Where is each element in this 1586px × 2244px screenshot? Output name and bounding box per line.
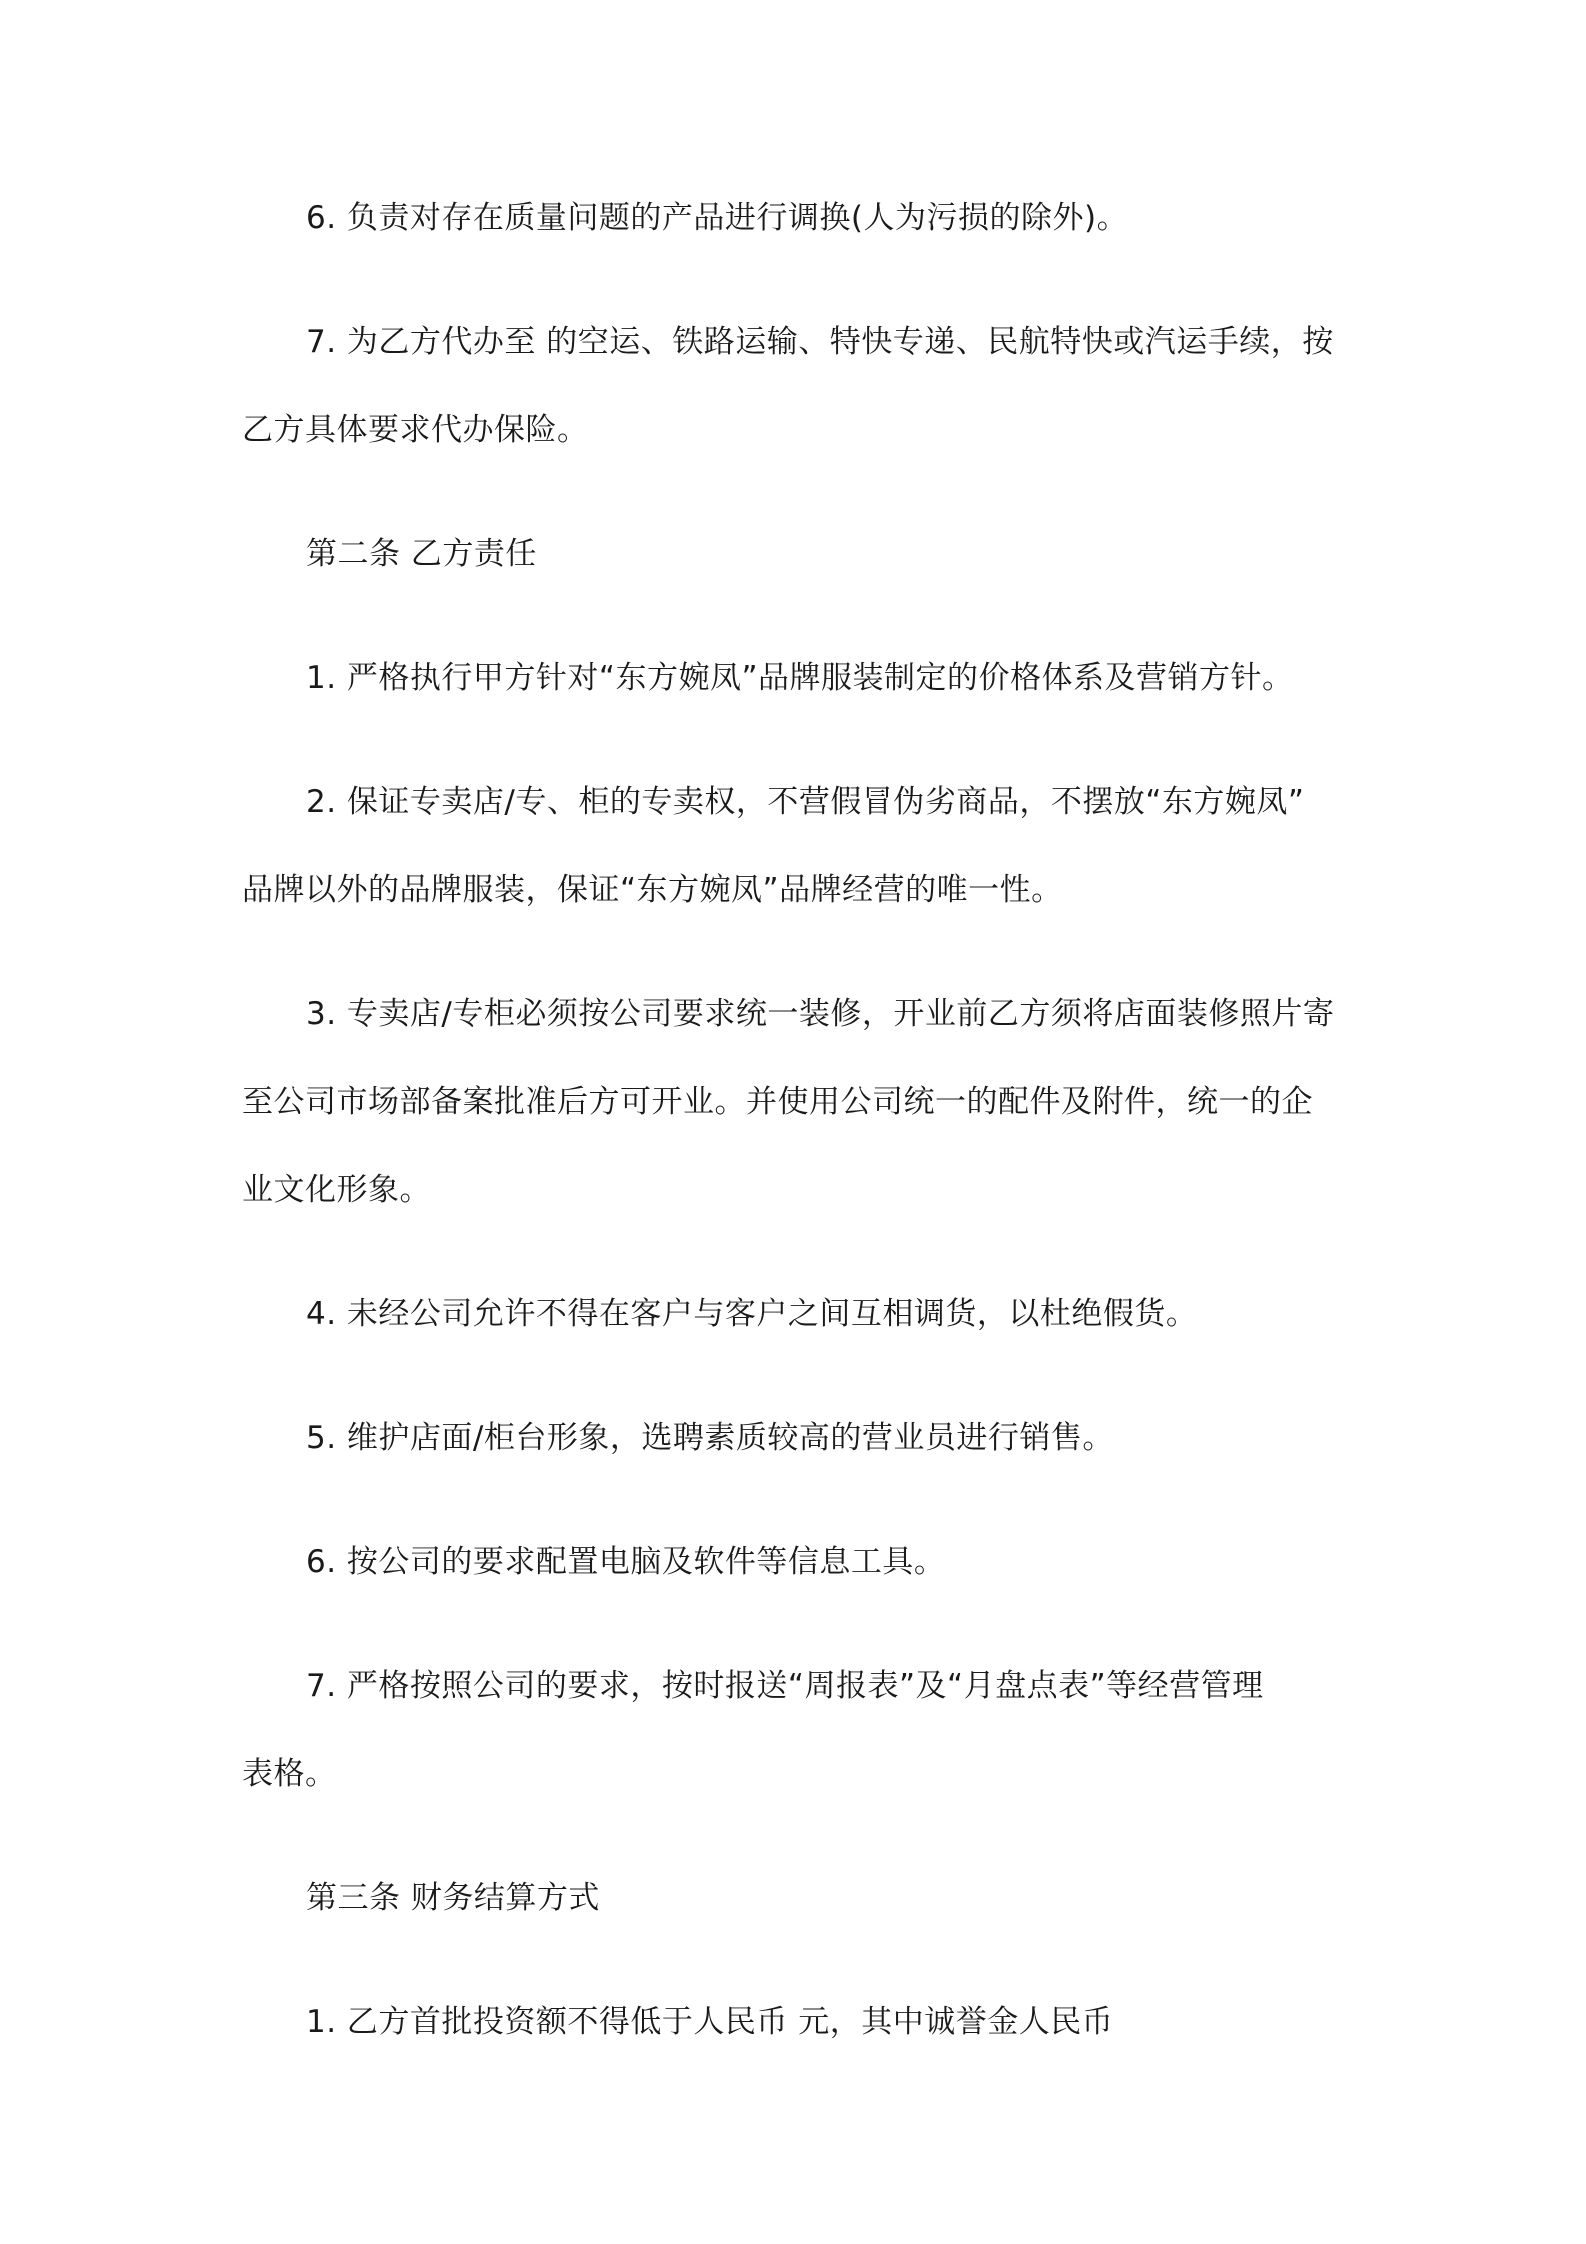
clause-b7-line-1: 7. 严格按照公司的要求，按时报送“周报表”及“月盘点表”等经营管理 xyxy=(306,1668,1264,1704)
clause-a7-line-1: 7. 为乙方代办至 的空运、铁路运输、特快专递、民航特快或汽运手续，按 xyxy=(306,324,1334,360)
clause-a6-line-1: 6. 负责对存在质量问题的产品进行调换(人为污损的除外)。 xyxy=(306,200,1129,236)
clause-b4-line-1: 4. 未经公司允许不得在客户与客户之间互相调货，以杜绝假货。 xyxy=(306,1296,1198,1332)
clause-b3-line-2: 至公司市场部备案批准后方可开业。并使用公司统一的配件及附件，统一的企 xyxy=(242,1084,1313,1120)
clause-b6-line-1: 6. 按公司的要求配置电脑及软件等信息工具。 xyxy=(306,1544,946,1580)
clause-b7-line-2: 表格。 xyxy=(242,1756,337,1792)
clause-b3-line-3: 业文化形象。 xyxy=(242,1172,431,1208)
clause-b5-line-1: 5. 维护店面/柜台形象，选聘素质较高的营业员进行销售。 xyxy=(306,1420,1114,1456)
clause-c1-line-1: 1. 乙方首批投资额不得低于人民币 元，其中诚誉金人民币 xyxy=(306,2004,1114,2040)
article-3-heading: 第三条 财务结算方式 xyxy=(306,1880,600,1916)
article-2-heading: 第二条 乙方责任 xyxy=(306,536,537,572)
clause-b1-line-1: 1. 严格执行甲方针对“东方婉凤”品牌服装制定的价格体系及营销方针。 xyxy=(306,660,1294,696)
clause-a7-line-2: 乙方具体要求代办保险。 xyxy=(242,412,589,448)
clause-b2-line-1: 2. 保证专卖店/专、柜的专卖权，不营假冒伪劣商品，不摆放“东方婉凤” xyxy=(306,784,1305,820)
clause-b2-line-2: 品牌以外的品牌服装，保证“东方婉凤”品牌经营的唯一性。 xyxy=(242,872,1063,908)
clause-b3-line-1: 3. 专卖店/专柜必须按公司要求统一装修，开业前乙方须将店面装修照片寄 xyxy=(306,996,1335,1032)
